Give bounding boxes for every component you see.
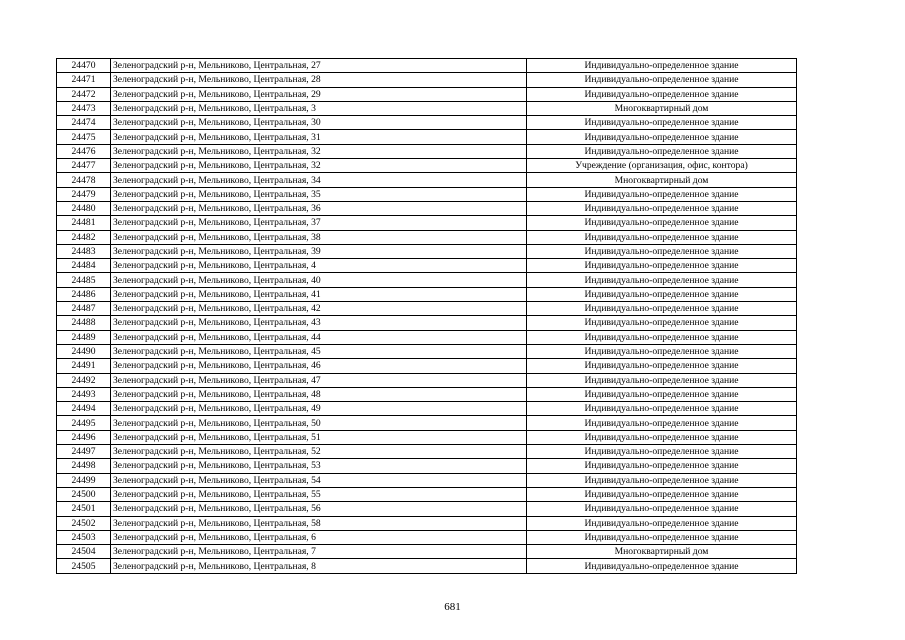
table-row — [57, 144, 797, 158]
table-row — [57, 559, 797, 573]
address-cell: Зеленоградский р-н, Мельниково, Центральная, 8 — [111, 559, 527, 573]
address-cell: Зеленоградский р-н, Мельниково, Центральная, 7 — [111, 545, 527, 559]
building-type-cell: Индивидуально-определенное здание — [527, 516, 797, 530]
table-row — [57, 187, 797, 201]
address-cell: Зеленоградский р-н, Мельниково, Центральная, 43 — [111, 316, 527, 330]
address-cell: Зеленоградский р-н, Мельниково, Центральная, 39 — [111, 244, 527, 258]
table-row — [57, 473, 797, 487]
building-type-cell: Индивидуально-определенное здание — [527, 316, 797, 330]
record-id-cell: 24498 — [57, 459, 111, 473]
building-type-cell: Индивидуально-определенное здание — [527, 230, 797, 244]
building-type-cell: Индивидуально-определенное здание — [527, 87, 797, 101]
table-row — [57, 459, 797, 473]
building-type-cell: Многоквартирный дом — [527, 545, 797, 559]
building-type-cell: Индивидуально-определенное здание — [527, 402, 797, 416]
table-row — [57, 545, 797, 559]
address-cell: Зеленоградский р-н, Мельниково, Центральная, 46 — [111, 359, 527, 373]
record-id-cell: 24494 — [57, 402, 111, 416]
address-cell: Зеленоградский р-н, Мельниково, Центральная, 53 — [111, 459, 527, 473]
table-row — [57, 373, 797, 387]
address-cell: Зеленоградский р-н, Мельниково, Центральная, 4 — [111, 259, 527, 273]
table-row — [57, 302, 797, 316]
building-type-cell: Индивидуально-определенное здание — [527, 273, 797, 287]
building-type-cell: Индивидуально-определенное здание — [527, 445, 797, 459]
building-type-cell: Индивидуально-определенное здание — [527, 73, 797, 87]
record-id-cell: 24477 — [57, 159, 111, 173]
table-row — [57, 416, 797, 430]
table-row — [57, 387, 797, 401]
address-cell: Зеленоградский р-н, Мельниково, Центральная, 30 — [111, 116, 527, 130]
address-cell: Зеленоградский р-н, Мельниково, Центральная, 3 — [111, 101, 527, 115]
address-cell: Зеленоградский р-н, Мельниково, Центральная, 52 — [111, 445, 527, 459]
table-row — [57, 430, 797, 444]
address-cell: Зеленоградский р-н, Мельниково, Центральная, 40 — [111, 273, 527, 287]
record-id-cell: 24489 — [57, 330, 111, 344]
record-id-cell: 24495 — [57, 416, 111, 430]
record-id-cell: 24504 — [57, 545, 111, 559]
record-id-cell: 24499 — [57, 473, 111, 487]
building-type-cell: Индивидуально-определенное здание — [527, 59, 797, 73]
table-row — [57, 287, 797, 301]
building-type-cell: Индивидуально-определенное здание — [527, 559, 797, 573]
building-type-cell: Индивидуально-определенное здание — [527, 459, 797, 473]
table-row — [57, 230, 797, 244]
table-row — [57, 173, 797, 187]
address-cell: Зеленоградский р-н, Мельниково, Центральная, 56 — [111, 502, 527, 516]
address-cell: Зеленоградский р-н, Мельниково, Центральная, 44 — [111, 330, 527, 344]
building-type-cell: Индивидуально-определенное здание — [527, 259, 797, 273]
address-cell: Зеленоградский р-н, Мельниково, Центральная, 32 — [111, 144, 527, 158]
record-id-cell: 24470 — [57, 59, 111, 73]
building-type-cell: Индивидуально-определенное здание — [527, 302, 797, 316]
table-row — [57, 273, 797, 287]
address-cell: Зеленоградский р-н, Мельниково, Центральная, 36 — [111, 201, 527, 215]
building-type-cell: Индивидуально-определенное здание — [527, 187, 797, 201]
record-id-cell: 24485 — [57, 273, 111, 287]
address-cell: Зеленоградский р-н, Мельниково, Центральная, 37 — [111, 216, 527, 230]
record-id-cell: 24480 — [57, 201, 111, 215]
record-id-cell: 24482 — [57, 230, 111, 244]
address-cell: Зеленоградский р-н, Мельниково, Центральная, 49 — [111, 402, 527, 416]
table-row — [57, 216, 797, 230]
record-id-cell: 24492 — [57, 373, 111, 387]
address-cell: Зеленоградский р-н, Мельниково, Центральная, 45 — [111, 344, 527, 358]
address-cell: Зеленоградский р-н, Мельниково, Центральная, 51 — [111, 430, 527, 444]
address-cell: Зеленоградский р-н, Мельниково, Центральная, 29 — [111, 87, 527, 101]
record-id-cell: 24486 — [57, 287, 111, 301]
building-type-cell: Многоквартирный дом — [527, 173, 797, 187]
address-cell: Зеленоградский р-н, Мельниково, Центральная, 34 — [111, 173, 527, 187]
building-type-cell: Индивидуально-определенное здание — [527, 144, 797, 158]
building-type-cell: Индивидуально-определенное здание — [527, 416, 797, 430]
building-type-cell: Индивидуально-определенное здание — [527, 473, 797, 487]
record-id-cell: 24481 — [57, 216, 111, 230]
building-type-cell: Индивидуально-определенное здание — [527, 201, 797, 215]
building-type-cell: Индивидуально-определенное здание — [527, 216, 797, 230]
address-cell: Зеленоградский р-н, Мельниково, Центральная, 50 — [111, 416, 527, 430]
table-row — [57, 130, 797, 144]
address-cell: Зеленоградский р-н, Мельниково, Центральная, 47 — [111, 373, 527, 387]
table-row — [57, 344, 797, 358]
building-type-cell: Индивидуально-определенное здание — [527, 287, 797, 301]
building-type-cell: Многоквартирный дом — [527, 101, 797, 115]
record-id-cell: 24491 — [57, 359, 111, 373]
building-type-cell: Индивидуально-определенное здание — [527, 344, 797, 358]
building-type-cell: Индивидуально-определенное здание — [527, 116, 797, 130]
address-cell: Зеленоградский р-н, Мельниково, Центральная, 54 — [111, 473, 527, 487]
table-row — [57, 516, 797, 530]
record-id-cell: 24502 — [57, 516, 111, 530]
address-cell: Зеленоградский р-н, Мельниково, Центральная, 42 — [111, 302, 527, 316]
address-cell: Зеленоградский р-н, Мельниково, Центральная, 28 — [111, 73, 527, 87]
record-id-cell: 24484 — [57, 259, 111, 273]
building-type-cell: Индивидуально-определенное здание — [527, 373, 797, 387]
record-id-cell: 24496 — [57, 430, 111, 444]
record-id-cell: 24487 — [57, 302, 111, 316]
record-id-cell: 24475 — [57, 130, 111, 144]
building-type-cell: Индивидуально-определенное здание — [527, 330, 797, 344]
table-row — [57, 445, 797, 459]
building-type-cell: Индивидуально-определенное здание — [527, 430, 797, 444]
address-cell: Зеленоградский р-н, Мельниково, Центральная, 38 — [111, 230, 527, 244]
building-type-cell: Индивидуально-определенное здание — [527, 387, 797, 401]
record-id-cell: 24471 — [57, 73, 111, 87]
address-cell: Зеленоградский р-н, Мельниково, Центральная, 27 — [111, 59, 527, 73]
table-row — [57, 59, 797, 73]
address-cell: Зеленоградский р-н, Мельниково, Центральная, 31 — [111, 130, 527, 144]
table-row — [57, 87, 797, 101]
record-id-cell: 24501 — [57, 502, 111, 516]
address-cell: Зеленоградский р-н, Мельниково, Центральная, 35 — [111, 187, 527, 201]
page-number: 681 — [444, 601, 461, 613]
table-row — [57, 402, 797, 416]
building-type-cell: Индивидуально-определенное здание — [527, 487, 797, 501]
table-row — [57, 502, 797, 516]
table-row — [57, 487, 797, 501]
building-type-cell: Учреждение (организация, офис, контора) — [527, 159, 797, 173]
registry-table-body — [57, 59, 797, 574]
record-id-cell: 24500 — [57, 487, 111, 501]
address-cell: Зеленоградский р-н, Мельниково, Центральная, 6 — [111, 530, 527, 544]
record-id-cell: 24476 — [57, 144, 111, 158]
table-row — [57, 159, 797, 173]
building-type-cell: Индивидуально-определенное здание — [527, 244, 797, 258]
record-id-cell: 24483 — [57, 244, 111, 258]
address-cell: Зеленоградский р-н, Мельниково, Центральная, 32 — [111, 159, 527, 173]
building-type-cell: Индивидуально-определенное здание — [527, 130, 797, 144]
building-type-cell: Индивидуально-определенное здание — [527, 359, 797, 373]
record-id-cell: 24479 — [57, 187, 111, 201]
address-cell: Зеленоградский р-н, Мельниково, Центральная, 48 — [111, 387, 527, 401]
table-row — [57, 259, 797, 273]
record-id-cell: 24505 — [57, 559, 111, 573]
address-registry-table — [56, 58, 797, 574]
building-type-cell: Индивидуально-определенное здание — [527, 530, 797, 544]
record-id-cell: 24493 — [57, 387, 111, 401]
record-id-cell: 24488 — [57, 316, 111, 330]
table-row — [57, 73, 797, 87]
address-cell: Зеленоградский р-н, Мельниково, Центральная, 41 — [111, 287, 527, 301]
record-id-cell: 24473 — [57, 101, 111, 115]
record-id-cell: 24497 — [57, 445, 111, 459]
record-id-cell: 24503 — [57, 530, 111, 544]
record-id-cell: 24474 — [57, 116, 111, 130]
record-id-cell: 24478 — [57, 173, 111, 187]
table-row — [57, 530, 797, 544]
record-id-cell: 24472 — [57, 87, 111, 101]
address-cell: Зеленоградский р-н, Мельниково, Центральная, 58 — [111, 516, 527, 530]
address-cell: Зеленоградский р-н, Мельниково, Центральная, 55 — [111, 487, 527, 501]
table-row — [57, 330, 797, 344]
record-id-cell: 24490 — [57, 344, 111, 358]
table-row — [57, 116, 797, 130]
table-row — [57, 359, 797, 373]
table-row — [57, 316, 797, 330]
table-row — [57, 244, 797, 258]
table-row — [57, 101, 797, 115]
building-type-cell: Индивидуально-определенное здание — [527, 502, 797, 516]
table-row — [57, 201, 797, 215]
